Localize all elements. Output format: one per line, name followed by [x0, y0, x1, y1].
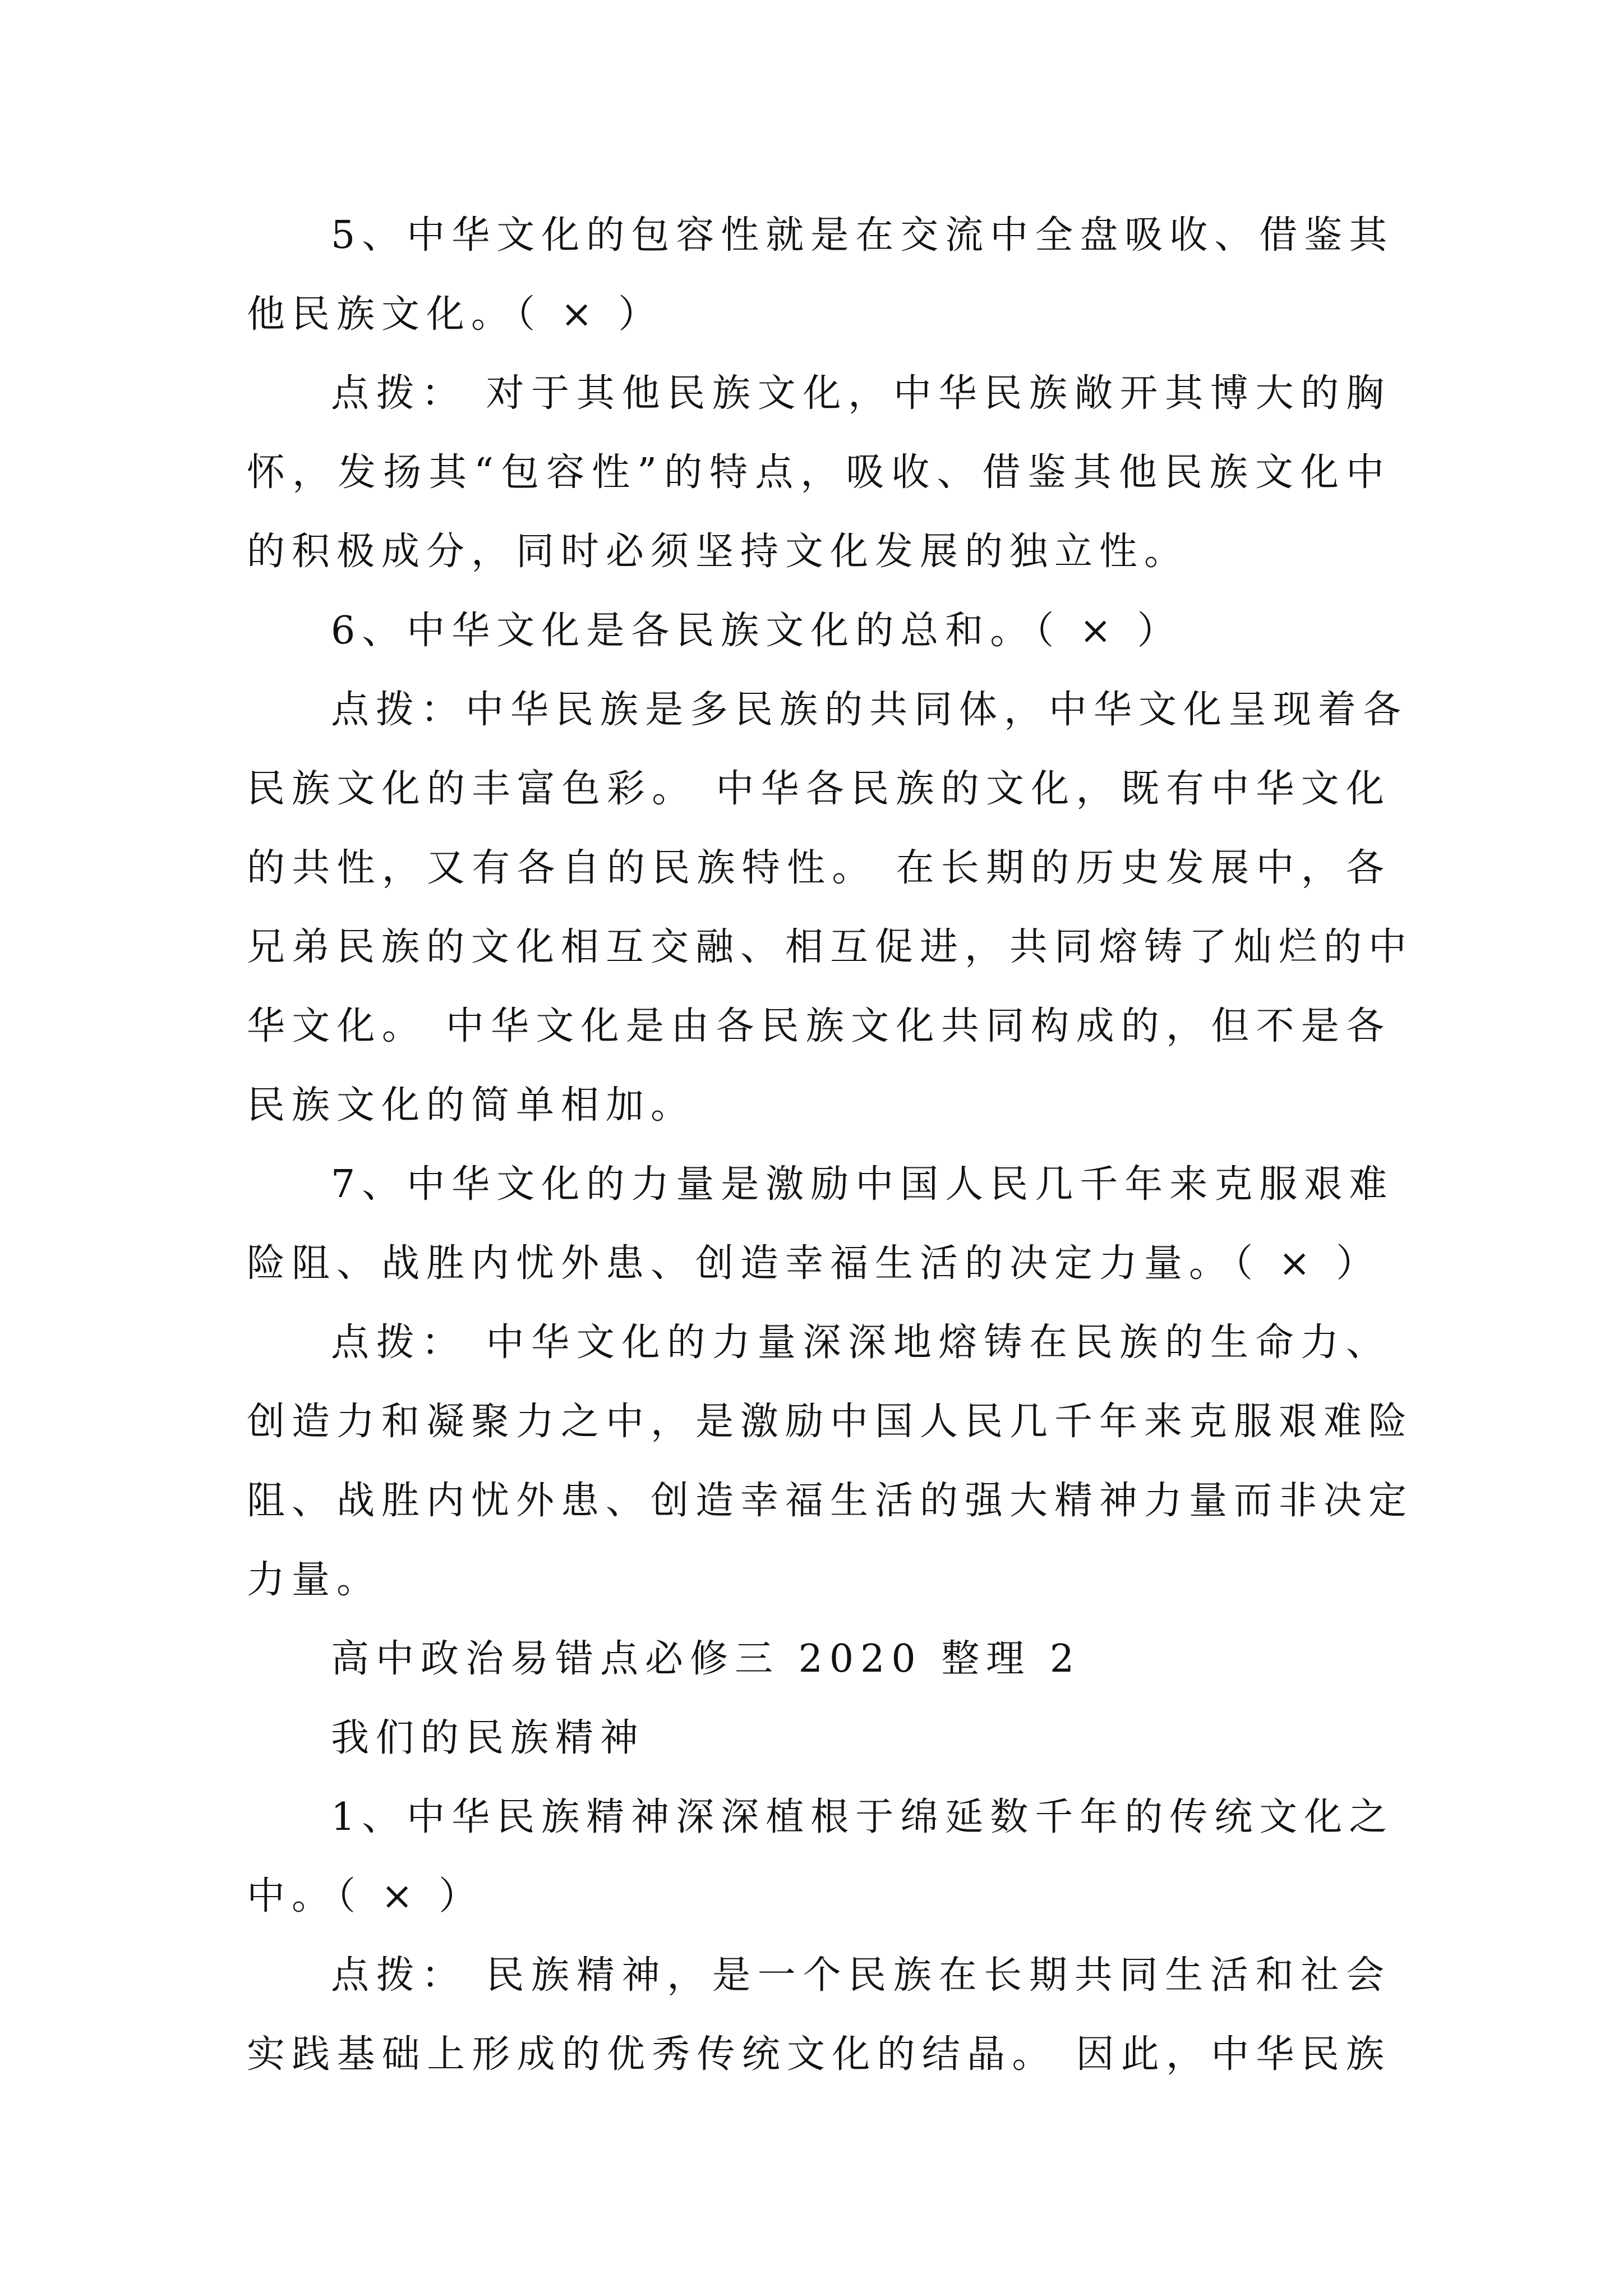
text-line: 1、中华民族精神深深植根于绵延数千年的传统文化之 — [331, 1795, 1394, 1839]
text-line: 兄弟民族的文化相互交融、相互促进，共同熔铸了灿烂的中 — [247, 925, 1414, 969]
text-line: 点拨： 中华文化的力量深深地熔铸在民族的生命力、 — [331, 1320, 1391, 1365]
text-line: 7、中华文化的力量是激励中国人民几千年来克服艰难 — [331, 1162, 1394, 1207]
text-line: 点拨：中华民族是多民族的共同体，中华文化呈现着各 — [331, 688, 1408, 732]
text-line: 怀，发扬其“包容性”的特点，吸收、借鉴其他民族文化中 — [247, 450, 1391, 495]
text-line: 力量。 — [247, 1558, 382, 1602]
text-line: 5、中华文化的包容性就是在交流中全盘吸收、借鉴其 — [331, 213, 1394, 257]
text-line: 险阻、战胜内忧外患、创造幸福生活的决定力量。（ × ） — [247, 1241, 1381, 1286]
section-subheading: 我们的民族精神 — [331, 1716, 645, 1760]
text-line: 6、中华文化是各民族文化的总和。（ × ） — [331, 609, 1182, 653]
text-line: 阻、战胜内忧外患、创造幸福生活的强大精神力量而非决定 — [247, 1479, 1414, 1523]
text-line: 实践基础上形成的优秀传统文化的结晶。 因此，中华民族 — [247, 2032, 1391, 2077]
text-line: 的积极成分，同时必须坚持文化发展的独立性。 — [247, 530, 1189, 574]
text-line: 民族文化的简单相加。 — [247, 1083, 696, 1128]
section-heading: 高中政治易错点必修三 2020 整理 2 — [331, 1637, 1081, 1681]
text-line: 点拨： 对于其他民族文化，中华民族敞开其博大的胸 — [331, 371, 1391, 416]
text-line: 民族文化的丰富色彩。 中华各民族的文化，既有中华文化 — [247, 767, 1391, 811]
text-line: 的共性，又有各自的民族特性。 在长期的历史发展中，各 — [247, 846, 1391, 890]
text-line: 中。（ × ） — [247, 1874, 484, 1918]
text-line: 点拨： 民族精神，是一个民族在长期共同生活和社会 — [331, 1953, 1391, 1998]
text-line: 华文化。 中华文化是由各民族文化共同构成的，但不是各 — [247, 1004, 1391, 1048]
text-line: 创造力和凝聚力之中，是激励中国人民几千年来克服艰难险 — [247, 1400, 1414, 1444]
text-line: 他民族文化。（ × ） — [247, 292, 663, 337]
